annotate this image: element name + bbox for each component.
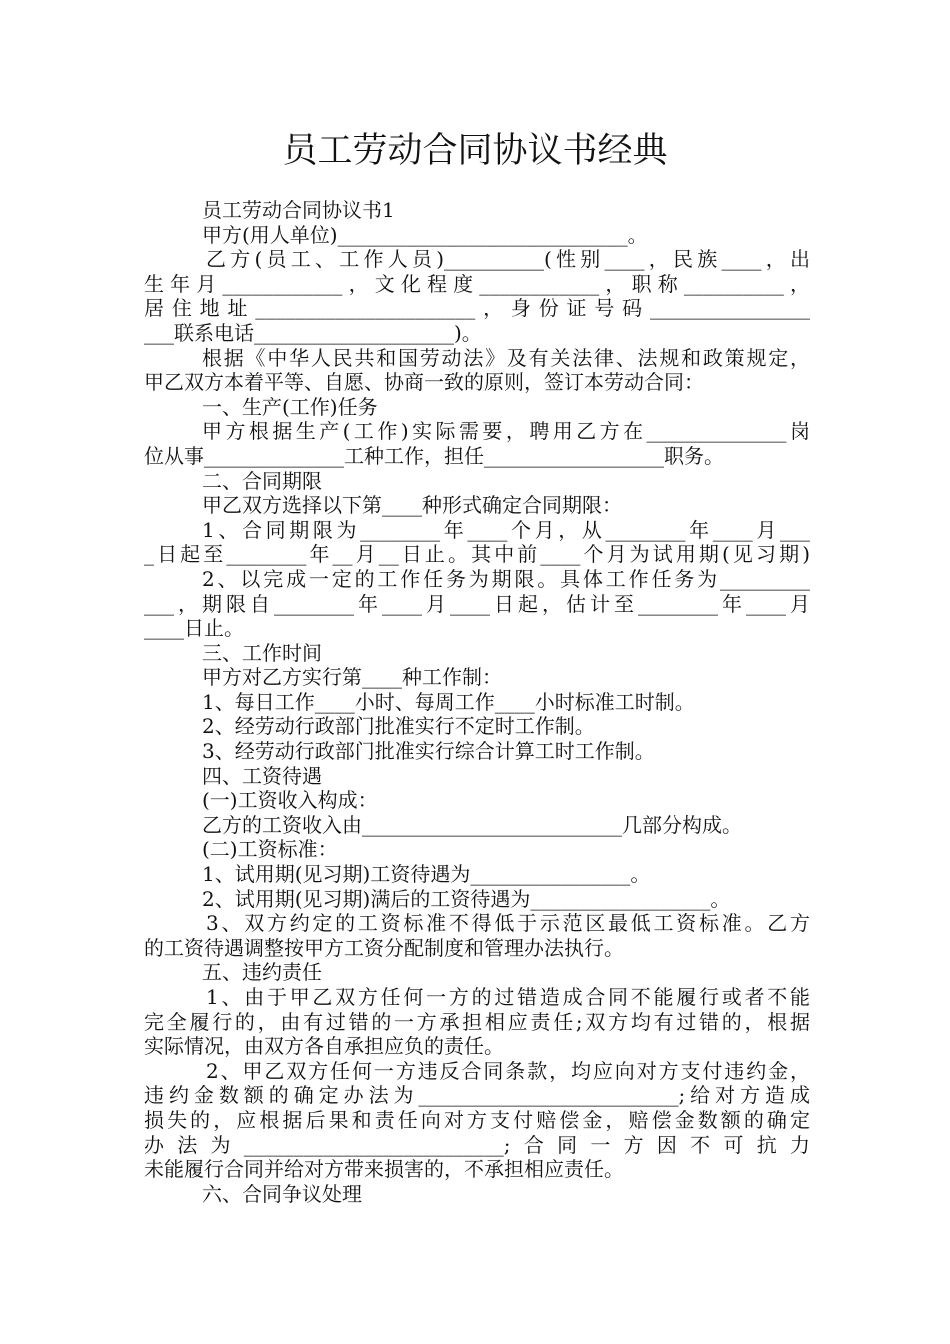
text-line: 居住地址______________________，身份证号码________________ bbox=[144, 296, 810, 321]
text-line: 1、由于甲乙双方任何一方的过错造成合同不能履行或者不能 bbox=[206, 985, 810, 1009]
text-line: 生年月____________，文化程度____________，职称__________， bbox=[144, 271, 810, 296]
text-line: 损失的，应根据后果和责任向对方支付赔偿金，赔偿金数额的确定 bbox=[144, 1107, 810, 1132]
text-line: 位从事______________工种工作，担任__________________职务。 bbox=[144, 443, 724, 468]
text-line: 1、合同期限为________年____个月，从________年____月___ bbox=[202, 517, 810, 542]
text-line: 2、经劳动行政部门批准实行不定时工作制。 bbox=[202, 714, 595, 739]
text-line: 2、以完成一定的工作任务为期限。具体工作任务为_________ bbox=[202, 566, 810, 591]
text-line: 2、试用期(见习期)满后的工资待遇为__________________。 bbox=[202, 886, 731, 911]
text-line: 甲方对乙方实行第____种工作制： bbox=[202, 665, 502, 690]
text-line: (二)工资标准： bbox=[202, 837, 338, 862]
text-line: (一)工资收入构成： bbox=[202, 788, 378, 813]
text-line: 办法为__________________________;合同一方因不可抗力 bbox=[144, 1132, 810, 1157]
text-line: 3、双方约定的工资标准不得低于示范区最低工资标准。乙方 bbox=[206, 911, 810, 936]
section-heading: 四、工资待遇 bbox=[202, 763, 322, 788]
text-line: 违约金数额的确定办法为__________________________;给对方造成 bbox=[144, 1083, 810, 1108]
text-line: 甲方(用人单位)_____________________________。 bbox=[202, 222, 648, 247]
text-line: 甲乙双方选择以下第____种形式确定合同期限： bbox=[202, 493, 622, 518]
section-heading: 三、工作时间 bbox=[202, 640, 322, 665]
text-line: 3、经劳动行政部门批准实行综合计算工时工作制。 bbox=[202, 739, 655, 764]
text-line: 1、每日工作____小时、每周工作____小时标准工时制。 bbox=[202, 689, 695, 714]
text-line: 乙方的工资收入由__________________________几部分构成。 bbox=[202, 812, 742, 837]
section-heading: 五、违约责任 bbox=[202, 960, 322, 985]
text-line: 完全履行的，由有过错的一方承担相应责任;双方均有过错的，根据 bbox=[144, 1009, 810, 1034]
text-line: ____日止。 bbox=[144, 616, 244, 641]
text-line: 根据《中华人民共和国劳动法》及有关法律、法规和政策规定， bbox=[202, 345, 810, 370]
section-heading: 一、生产(工作)任务 bbox=[202, 394, 378, 419]
text-line: ___联系电话____________________)。 bbox=[144, 320, 482, 345]
document-title: 员工劳动合同协议书经典 bbox=[282, 131, 668, 171]
section-heading: 二、合同期限 bbox=[202, 468, 322, 493]
text-line: 甲乙双方本着平等、自愿、协商一致的原则，签订本劳动合同： bbox=[144, 370, 704, 395]
text-line: 员工劳动合同协议书1 bbox=[202, 198, 395, 222]
text-line: 甲方根据生产(工作)实际需要，聘用乙方在______________岗 bbox=[202, 419, 810, 444]
text-line: 2、甲乙双方任何一方违反合同条款，均应向对方支付违约金， bbox=[206, 1058, 810, 1083]
document-body bbox=[144, 198, 810, 1206]
text-line: 实际情况，由双方各自承担应负的责任。 bbox=[144, 1034, 504, 1059]
text-line: 1、试用期(见习期)工资待遇为________________。 bbox=[202, 862, 651, 887]
text-line: 未能履行合同并给对方带来损害的，不承担相应责任。 bbox=[144, 1157, 624, 1182]
text-line: 的工资待遇调整按甲方工资分配制度和管理办法执行。 bbox=[144, 935, 624, 960]
text-line: 乙方(员工、工作人员)__________(性别____，民族____，出 bbox=[206, 247, 810, 272]
text-line: _日起至________年__月__日止。其中前____个月为试用期(见习期) bbox=[144, 542, 810, 567]
section-heading: 六、合同争议处理 bbox=[202, 1181, 362, 1206]
text-line: ___，期限自________年____月____日起，估计至________年____月 bbox=[144, 591, 810, 616]
